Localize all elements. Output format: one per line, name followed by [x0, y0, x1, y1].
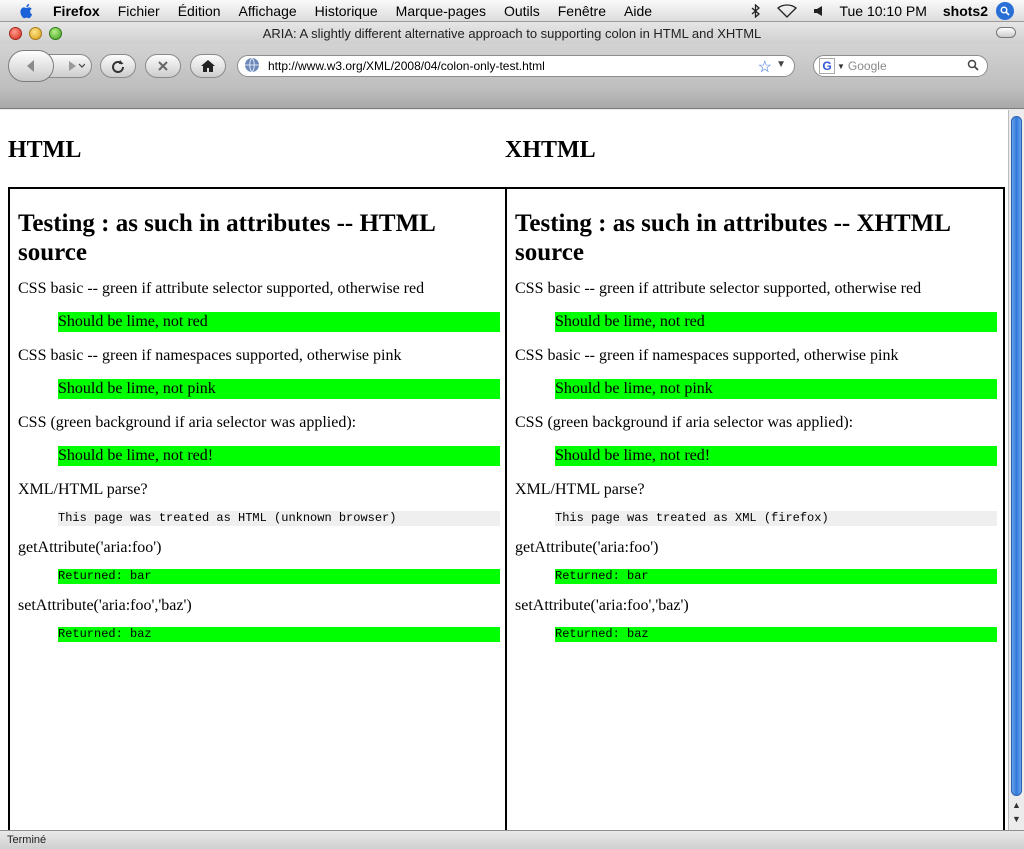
css-basic-label: CSS basic -- green if attribute selector supported, otherwise red [515, 280, 922, 297]
xhtml-column-heading: XHTML [505, 137, 596, 163]
html-test-title: Testing : as such in attributes -- HTML source [18, 210, 435, 266]
css-basic-result: Should be lime, not red [58, 312, 500, 332]
window-title: ARIA: A slightly different alternative approach to supporting colon in HTML and XHTML [262, 26, 762, 41]
bookmark-star-icon[interactable]: ☆ [757, 59, 772, 76]
back-forward-group [8, 50, 92, 82]
apple-menu-icon[interactable] [18, 2, 36, 20]
scroll-up-arrow-icon[interactable]: ▲ [1012, 800, 1021, 810]
vertical-scrollbar[interactable] [1008, 110, 1024, 830]
menu-outils[interactable]: Outils [503, 2, 540, 19]
css-basic-result: Should be lime, not red [555, 312, 997, 332]
bookmarks-bar [0, 90, 1024, 109]
page-content [0, 110, 1008, 830]
back-button[interactable] [8, 50, 54, 82]
url-bar[interactable] [237, 55, 795, 77]
home-button[interactable] [190, 54, 226, 78]
navigation-toolbar [0, 44, 1024, 90]
set-attribute-result: Returned: baz [58, 627, 500, 642]
menu-app-firefox[interactable]: Firefox [53, 2, 100, 19]
menu-bar [0, 0, 1024, 22]
menu-historique[interactable]: Historique [314, 2, 378, 19]
site-identity-icon[interactable] [244, 57, 260, 76]
parse-label: XML/HTML parse? [18, 481, 148, 498]
menu-fichier[interactable]: Fichier [117, 2, 160, 19]
status-text: Terminé [7, 834, 47, 846]
menubar-user[interactable]: shots2 [942, 3, 988, 19]
set-attribute-label: setAttribute('aria:foo','baz') [18, 597, 192, 614]
menu-fenetre[interactable]: Fenêtre [557, 2, 606, 19]
spotlight-icon[interactable] [996, 2, 1014, 20]
stop-icon [157, 60, 169, 72]
set-attribute-label: setAttribute('aria:foo','baz') [515, 597, 689, 614]
search-input[interactable]: Google [847, 59, 887, 73]
search-engine-google-icon[interactable]: G [819, 58, 835, 74]
toolbar-toggle-button[interactable] [996, 27, 1016, 38]
volume-icon[interactable] [813, 5, 823, 17]
get-attribute-label: getAttribute('aria:foo') [18, 539, 162, 556]
css-aria-result: Should be lime, not red! [58, 446, 500, 466]
scrollbar-thumb[interactable] [1011, 116, 1022, 796]
reload-button[interactable] [100, 54, 136, 78]
html-column-heading: HTML [8, 137, 82, 163]
stop-button[interactable] [145, 54, 181, 78]
xhtml-test-frame[interactable] [505, 187, 1005, 830]
css-namespace-result: Should be lime, not pink [58, 379, 500, 399]
set-attribute-result: Returned: baz [555, 627, 997, 642]
bluetooth-icon[interactable] [751, 4, 761, 18]
forward-arrow-icon [55, 59, 85, 73]
menu-aide[interactable]: Aide [624, 2, 653, 19]
search-bar[interactable] [813, 55, 988, 77]
menu-affichage[interactable]: Affichage [238, 2, 297, 19]
wifi-icon[interactable] [777, 4, 797, 18]
back-arrow-icon [24, 59, 38, 73]
menu-edition[interactable]: Édition [177, 2, 221, 19]
css-namespace-label: CSS basic -- green if namespaces supported, otherwise pink [18, 347, 402, 364]
parse-result: This page was treated as XML (firefox) [555, 511, 997, 526]
status-bar [0, 830, 1024, 849]
css-aria-result: Should be lime, not red! [555, 446, 997, 466]
css-basic-label: CSS basic -- green if attribute selector supported, otherwise red [18, 280, 425, 297]
parse-result: This page was treated as HTML (unknown browser) [58, 511, 500, 526]
window-titlebar [0, 22, 1024, 44]
get-attribute-result: Returned: bar [555, 569, 997, 584]
search-icon[interactable] [967, 59, 979, 74]
url-history-dropdown-icon[interactable]: ▼ [776, 59, 786, 70]
css-aria-label: CSS (green background if aria selector was applied): [515, 414, 854, 431]
reload-icon [111, 59, 125, 73]
css-namespace-result: Should be lime, not pink [555, 379, 997, 399]
menu-marque-pages[interactable]: Marque-pages [395, 2, 486, 19]
menubar-clock[interactable]: Tue 10:10 PM [839, 3, 927, 19]
css-aria-label: CSS (green background if aria selector was applied): [18, 414, 357, 431]
search-engine-dropdown-icon[interactable]: ▼ [837, 61, 845, 71]
home-icon [200, 59, 216, 73]
url-text[interactable]: http://www.w3.org/XML/2008/04/colon-only-test.html [268, 59, 545, 73]
xhtml-test-title: Testing : as such in attributes -- XHTML source [515, 210, 950, 266]
html-test-frame[interactable] [8, 187, 508, 830]
parse-label: XML/HTML parse? [515, 481, 645, 498]
forward-button[interactable] [48, 54, 92, 78]
scroll-down-arrow-icon[interactable]: ▼ [1012, 814, 1021, 824]
css-namespace-label: CSS basic -- green if namespaces supported, otherwise pink [515, 347, 899, 364]
get-attribute-label: getAttribute('aria:foo') [515, 539, 659, 556]
get-attribute-result: Returned: bar [58, 569, 500, 584]
